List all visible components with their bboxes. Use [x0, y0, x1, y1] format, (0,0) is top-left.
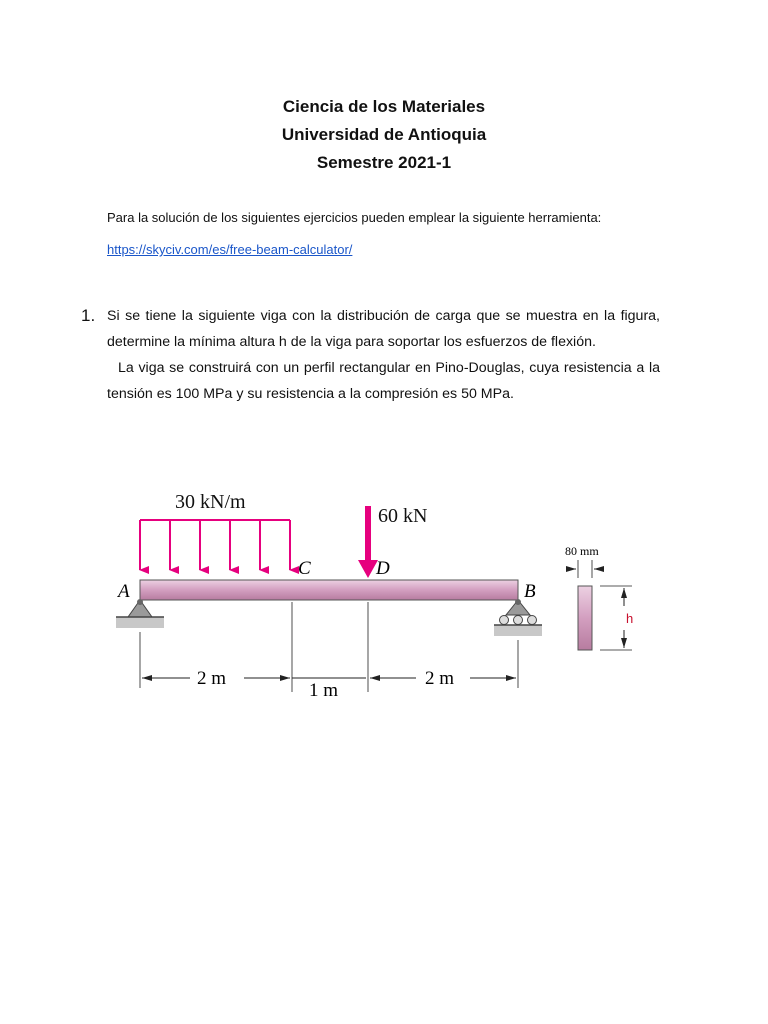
- dim-cd-label: 1 m: [309, 680, 339, 701]
- point-d-label: D: [376, 558, 390, 579]
- dim-db-label: 2 m: [425, 668, 455, 689]
- problem-paragraph-1: Si se tiene la siguiente viga con la distribución de carga que se muestra en la figura, determine la mínima altura h de la viga para soportar los esfuerzos de flexión.: [107, 308, 660, 350]
- problem-statement: [107, 303, 660, 407]
- point-b-label: B: [524, 581, 536, 602]
- point-c-label: C: [298, 558, 311, 579]
- beam-figure: [0, 480, 768, 710]
- course-title: Ciencia de los Materiales: [282, 97, 486, 116]
- problem-number: 1.: [81, 306, 96, 325]
- distributed-load-label: 30 kN/m: [175, 491, 246, 513]
- intro-text: Para la solución de los siguientes ejercicios pueden emplear la siguiente herramienta:: [107, 210, 602, 225]
- pin-support-a: [116, 599, 164, 628]
- beam: [140, 580, 518, 600]
- beam-calculator-link[interactable]: https://skyciv.com/es/free-beam-calculator/: [107, 242, 353, 257]
- section-height-label: h: [626, 611, 634, 626]
- distributed-load: [140, 491, 290, 570]
- problem-paragraph-2: La viga se construirá con un perfil rectangular en Pino-Douglas, cuya resistencia a la tensión es 100 MPa y su resistencia a la compresión es 50 MPa.: [107, 360, 660, 402]
- dim-ac-label: 2 m: [197, 668, 227, 689]
- section-width-label: 80 mm: [565, 544, 599, 558]
- semester-label: Semestre 2021-1: [316, 153, 452, 172]
- roller-support-b: [494, 599, 542, 636]
- point-load-label: 60 kN: [378, 505, 428, 527]
- cross-section: [565, 544, 633, 650]
- point-a-label: A: [118, 581, 130, 602]
- document-header: [0, 93, 768, 177]
- point-load: [358, 505, 427, 578]
- university-name: Universidad de Antioquia: [281, 125, 487, 144]
